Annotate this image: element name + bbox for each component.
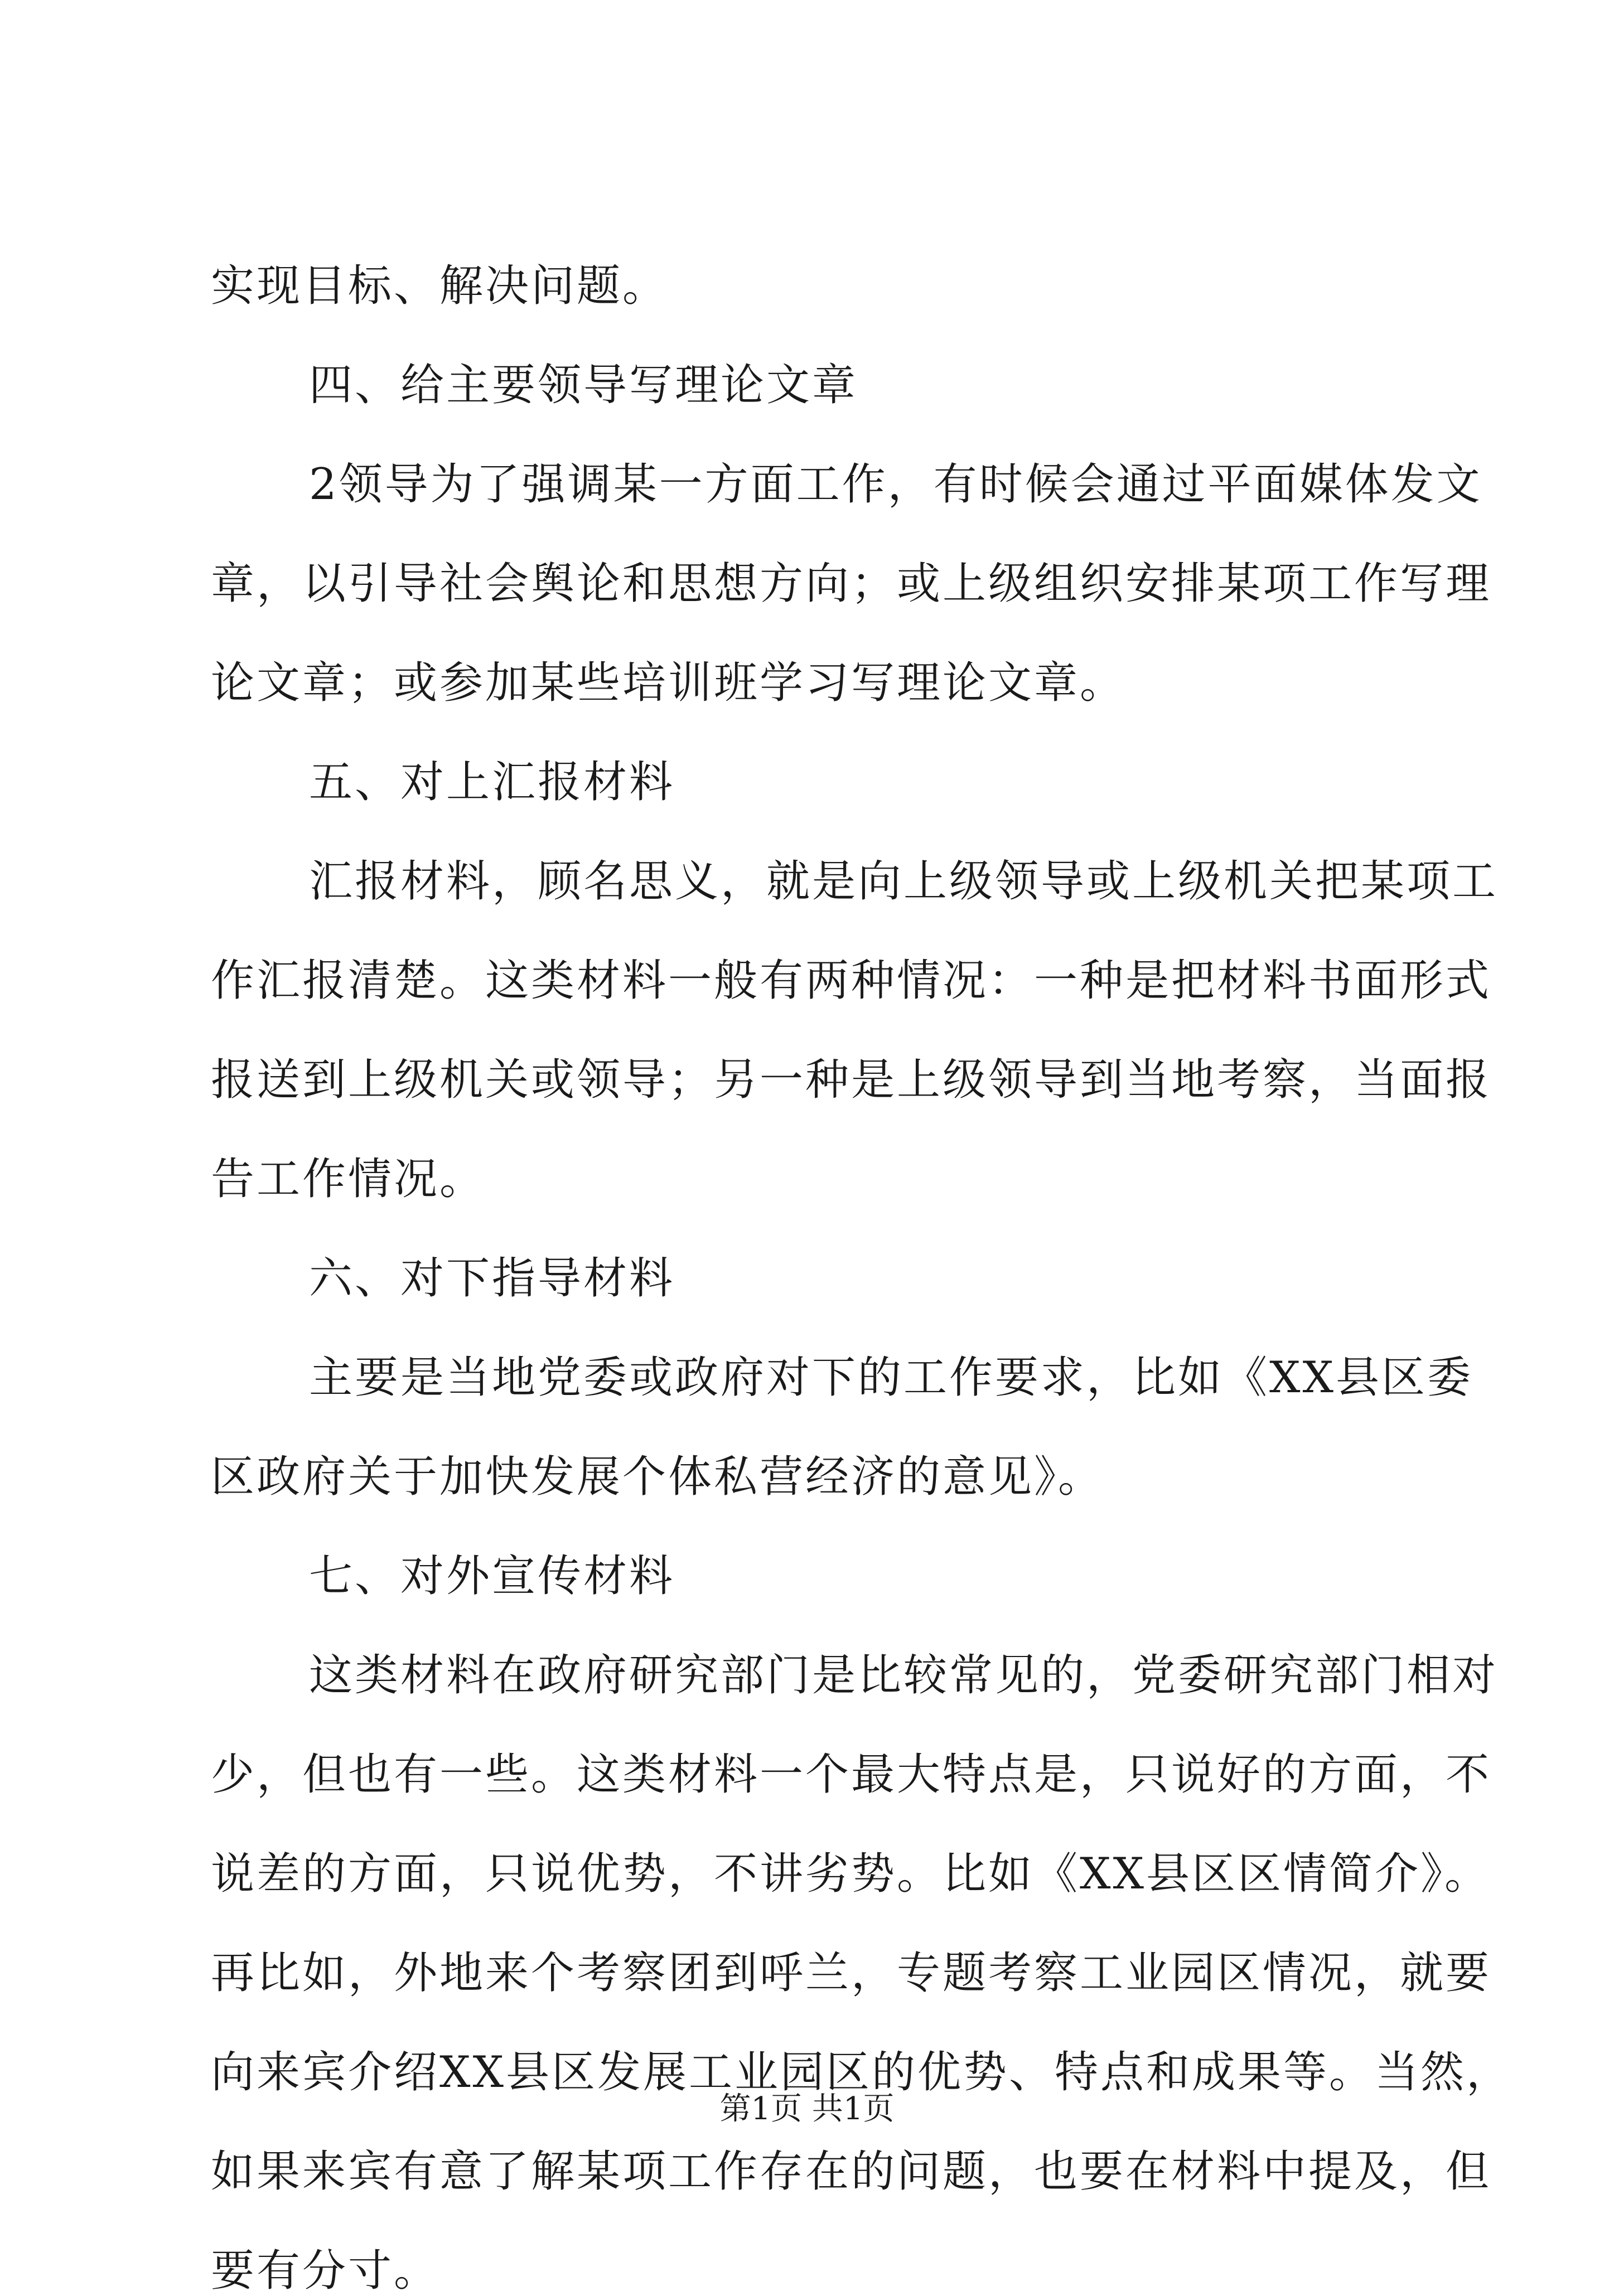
document-body (211, 261, 1512, 2296)
paragraph-line: 主要是当地党委或政府对下的工作要求，比如《XX县区委 (309, 1353, 1473, 1403)
paragraph-line: 告工作情况。 (211, 1154, 486, 1204)
section-heading-4: 四、给主要领导写理论文章 (309, 360, 858, 410)
paragraph-line: 少，但也有一些。这类材料一个最大特点是，只说好的方面，不 (211, 1750, 1492, 1800)
body-line-1: 实现目标、解决问题。 (211, 261, 669, 311)
paragraph-line: 论文章；或参加某些培训班学习写理论文章。 (211, 658, 1126, 708)
paragraph-line: 章，以引导社会舆论和思想方向；或上级组织安排某项工作写理 (211, 559, 1492, 609)
section-heading-5: 五、对上汇报材料 (309, 757, 675, 807)
paragraph-line: 2领导为了强调某一方面工作，有时候会通过平面媒体发文 (309, 459, 1482, 510)
paragraph-line: 再比如，外地来个考察团到呼兰，专题考察工业园区情况，就要 (211, 1948, 1492, 1998)
paragraph-line: 说差的方面，只说优势，不讲劣势。比如《XX县区区情简介》。 (211, 1849, 1491, 1899)
paragraph-line: 作汇报清楚。这类材料一般有两种情况：一种是把材料书面形式 (211, 956, 1492, 1006)
paragraph-line: 报送到上级机关或领导；另一种是上级领导到当地考察，当面报 (211, 1055, 1492, 1105)
paragraph-line: 这类材料在政府研究部门是比较常见的，党委研究部门相对 (309, 1650, 1499, 1701)
paragraph-line: 区政府关于加快发展个体私营经济的意见》。 (211, 1452, 1104, 1502)
paragraph-line: 如果来宾有意了解某项工作存在的问题，也要在材料中提及，但 (211, 2147, 1492, 2197)
page-number-footer: 第1页 共1页 (719, 2091, 895, 2127)
paragraph-line: 要有分寸。 (211, 2246, 440, 2296)
paragraph-line: 汇报材料，顾名思义，就是向上级领导或上级机关把某项工 (309, 856, 1499, 907)
section-heading-7: 七、对外宣传材料 (309, 1551, 675, 1601)
paragraph-line: 向来宾介绍XX县区发展工业园区的优势、特点和成果等。当然， (211, 2047, 1512, 2098)
section-heading-6: 六、对下指导材料 (309, 1253, 675, 1304)
